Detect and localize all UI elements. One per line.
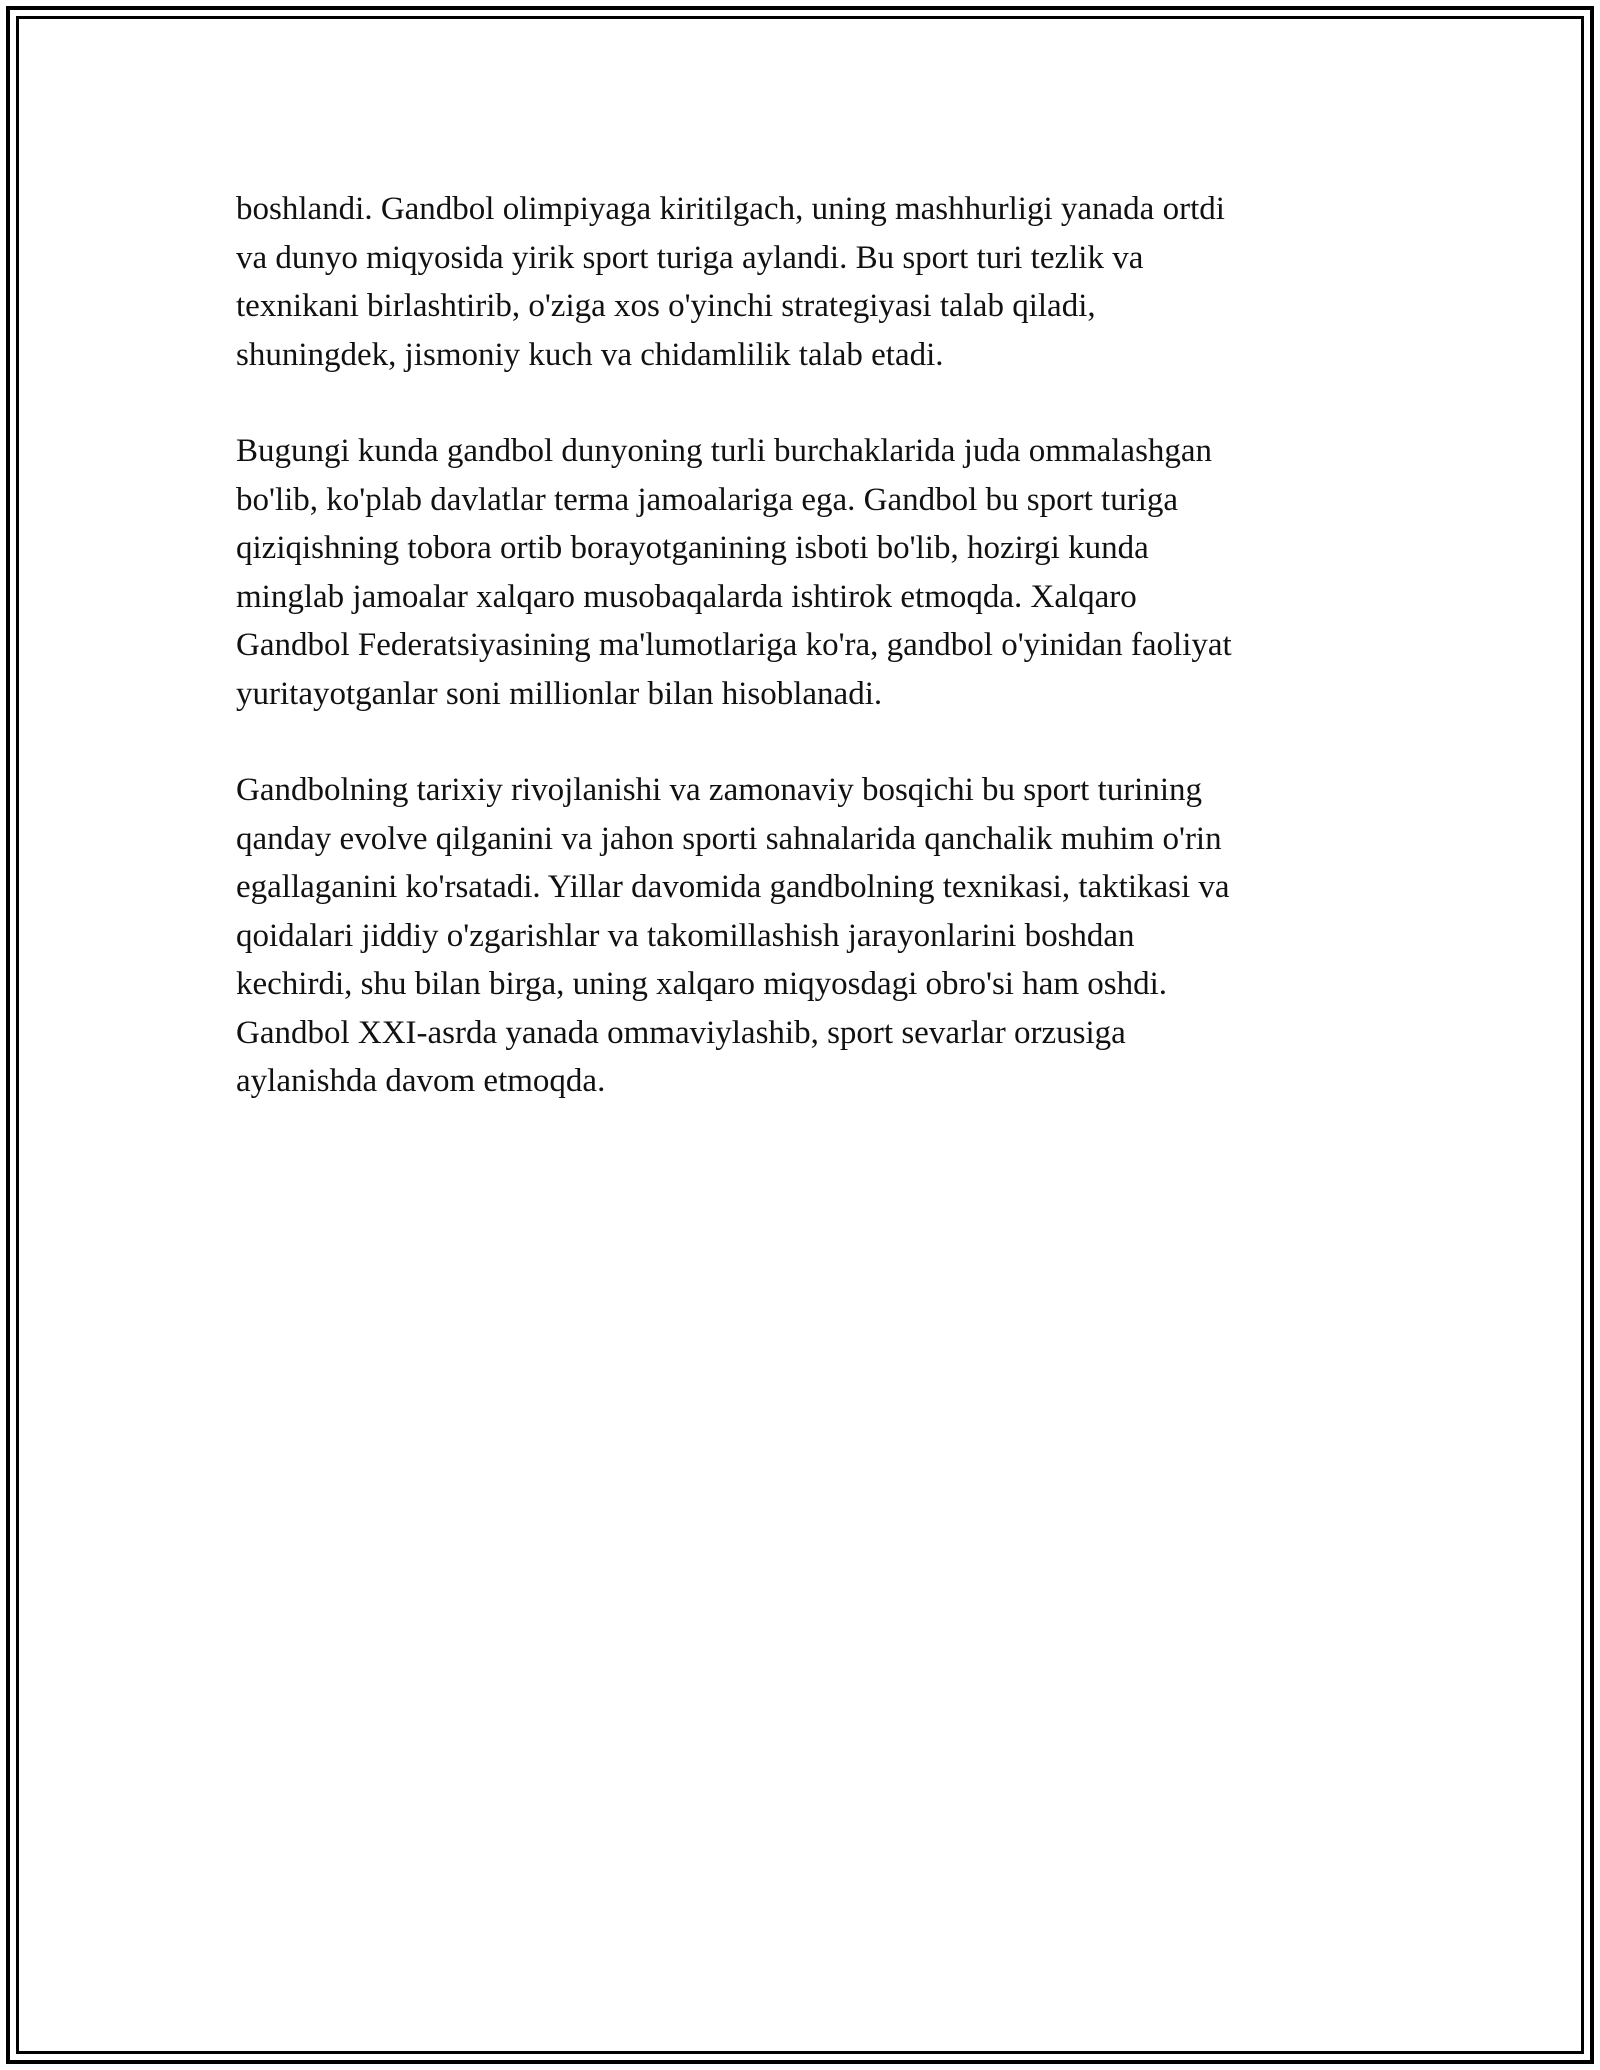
paragraph-3: Gandbolning tarixiy rivojlanishi va zamonaviy bosqichi bu sport turining qanday evolve qilganini va jahon sporti sahnalarida qanchalik muhim o'rin egallaganini ko'rsatadi. Yillar davomida gandbolning texnikasi, taktikasi va qoidalari jiddiy o'zgarishlar va takomillashish jarayonlarini boshdan kechirdi, shu bilan birga, uning xalqaro miqyosdagi obro'si ham oshdi. Gandbol XXI-asrda yanada ommaviylashib, sport sevarlar orzusiga aylanishda davom etmoqda. xyxy=(236,772,1230,1099)
document-body xyxy=(236,185,1356,1154)
paragraph-1: boshlandi. Gandbol olimpiyaga kiritilgach, uning mashhurligi yanada ortdi va dunyo miqyosida yirik sport turiga aylandi. Bu sport turi tezlik va texnikani birlashtirib, o'ziga xos o'yinchi strategiyasi talab qiladi, shuningdek, jismoniy kuch va chidamlilik talab etadi. xyxy=(236,191,1225,373)
paragraph-2: Bugungi kunda gandbol dunyoning turli burchaklarida juda ommalashgan bo'lib, ko'plab davlatlar terma jamoalariga ega. Gandbol bu sport turiga qiziqishning tobora ortib borayotganining isboti bo'lib, hozirgi kunda minglab jamoalar xalqaro musobaqalarda ishtirok etmoqda. Xalqaro Gandbol Federatsiyasining ma'lumotlariga ko'ra, gandbol o'yinidan faoliyat yuritayotganlar soni millionlar bilan hisoblanadi. xyxy=(236,433,1232,712)
